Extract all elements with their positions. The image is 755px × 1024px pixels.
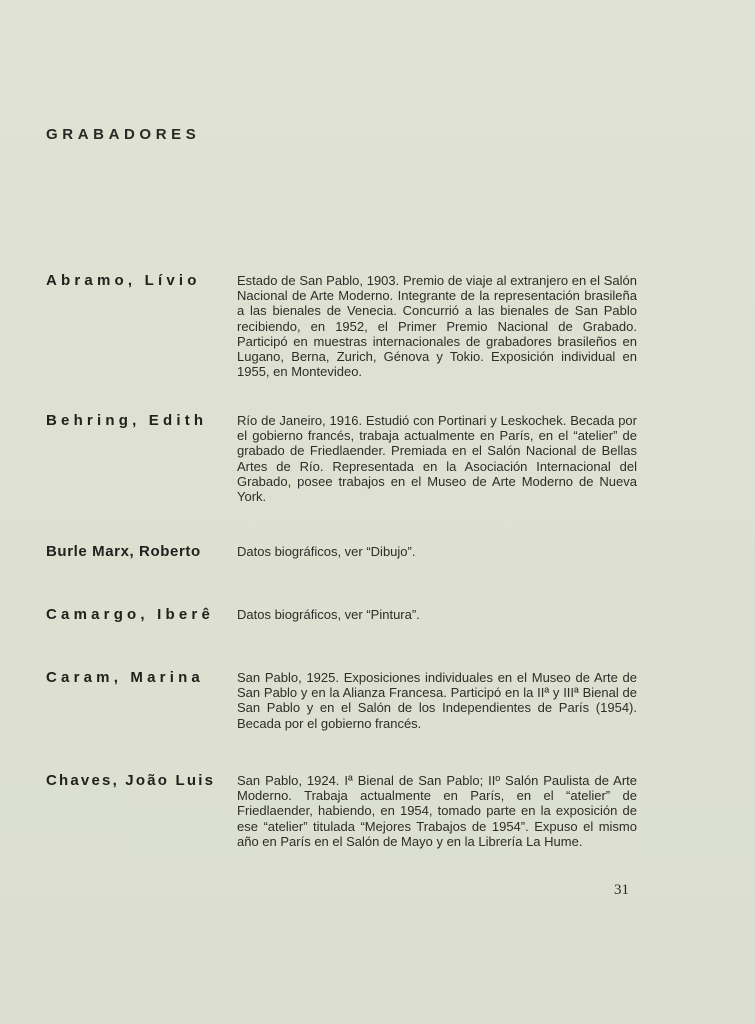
- artist-bio: Estado de San Pablo, 1903. Premio de viaje al extranjero en el Salón Nacional de Arte Moderno. Integrante de la representación brasileña a las bienales de Venecia. Concurrió a las bienales de San Pablo recibiendo, en 1952, el Primer Premio Nacional de Grabado. Participó en muestras internacionales de grabadores brasileños en Lugano, Berna, Zurich, Génova y Tokio. Exposición individual en 1955, en Montevideo.: [237, 273, 637, 380]
- artist-bio: Río de Janeiro, 1916. Estudió con Portinari y Leskochek. Becada por el gobierno francés, trabaja actualmente en París, en el “atelier” de grabado de Friedlaender. Premiada en el Salón Nacional de Bellas Artes de Río. Representada en la Asociación Internacional del Grabado, posee trabajos en el Museo de Arte Moderno de Nueva York.: [237, 413, 637, 505]
- artist-bio: Datos biográficos, ver “Pintura”.: [237, 607, 420, 622]
- section-title: GRABADORES: [46, 126, 201, 143]
- artist-bio: San Pablo, 1924. Iª Bienal de San Pablo; IIº Salón Paulista de Arte Moderno. Trabaja actualmente en París, en el “atelier” de Friedlaender, habiendo, en 1954, tomado parte en la exposición de ese “atelier” titulada “Mejores Trabajos de 1954”. Expuso el mismo año en París en el Salón de Mayo y en la Librería La Hume.: [237, 773, 637, 849]
- artist-name: Burle Marx, Roberto: [46, 543, 201, 560]
- artist-bio: Datos biográficos, ver “Dibujo”.: [237, 544, 416, 559]
- artist-bio: San Pablo, 1925. Exposiciones individuales en el Museo de Arte de San Pablo y en la Alianza Francesa. Participó en la IIª y IIIª Bienal de San Pablo y en el Salón de los Independientes de París (1954). Becada por el gobierno francés.: [237, 670, 637, 731]
- artist-name: Behring, Edith: [46, 412, 208, 429]
- artist-name: Abramo, Lívio: [46, 272, 201, 289]
- artist-name: Camargo, Iberê: [46, 606, 215, 623]
- artist-name: Chaves, João Luis: [46, 772, 216, 789]
- artist-name: Caram, Marina: [46, 669, 204, 686]
- page-number: 31: [614, 882, 629, 898]
